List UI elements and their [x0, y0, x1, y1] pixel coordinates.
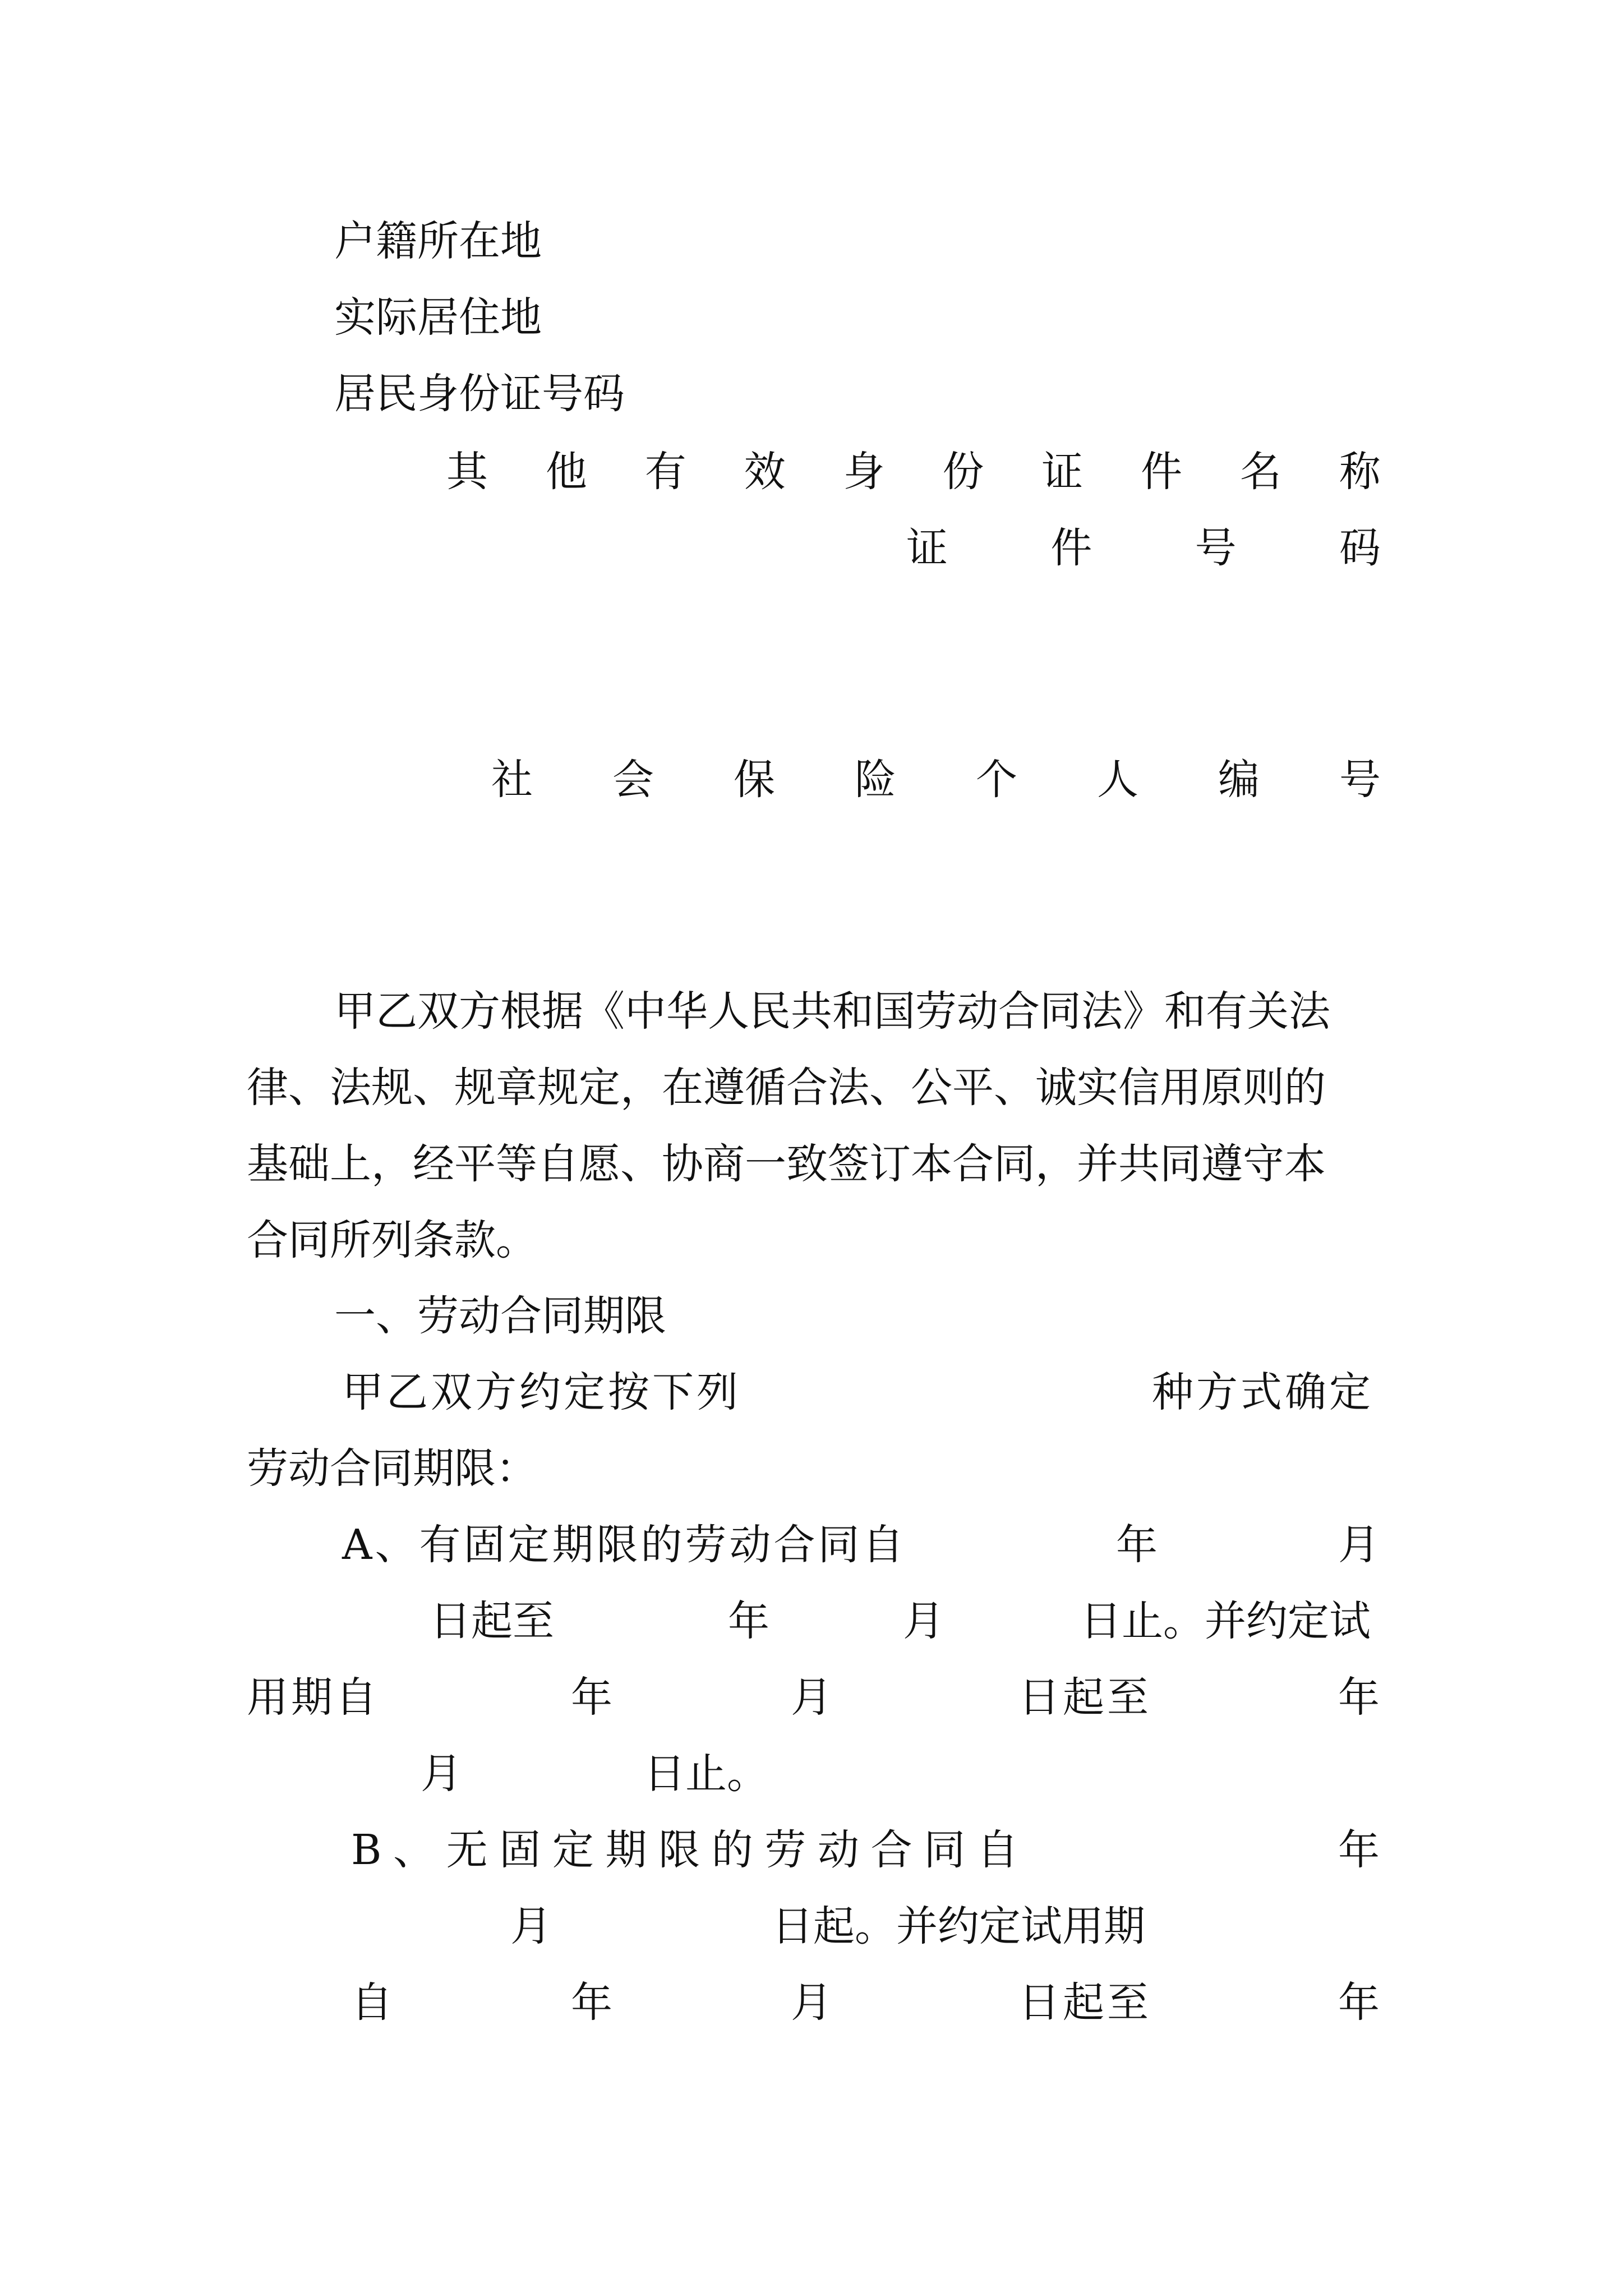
option-a-year3: 年: [571, 1673, 612, 1722]
option-a-day-to: 日起至: [1018, 1673, 1151, 1722]
option-a-end: 日止。: [644, 1750, 768, 1798]
option-a-year4: 年: [1338, 1673, 1380, 1722]
intro-line-4: 合同所列条款。: [247, 1216, 537, 1264]
option-b-from: 自: [351, 1978, 393, 2027]
social-insurance-label: 社 会 保 险 个 人 编 号: [491, 756, 1381, 804]
option-b-month2: 月: [791, 1978, 832, 2027]
option-b-text: B 、 无 固 定 期 限 的 劳 动 合 同 自: [351, 1826, 1018, 1874]
intro-line-1: 甲乙双方根据《中华人民共和国劳动合同法》和有关法: [334, 987, 1330, 1036]
option-b-day-to: 日起至: [1018, 1978, 1151, 2027]
option-a-year: 年: [1116, 1521, 1158, 1569]
option-a-text: A、有固定期限的劳动合同自: [342, 1521, 907, 1569]
agree-suffix: 种方式确定: [1152, 1368, 1373, 1416]
option-a-year2: 年: [728, 1597, 769, 1645]
option-b-year3: 年: [1338, 1978, 1380, 2027]
other-id-name-label: 其 他 有 效 身 份 证 件 名 称: [446, 448, 1381, 496]
option-a-month: 月: [1338, 1521, 1380, 1569]
option-b-year: 年: [1338, 1826, 1380, 1874]
option-a-day-from-to: 日起至: [430, 1597, 554, 1645]
option-a-probation-from: 用期自: [247, 1673, 380, 1722]
option-b-year2: 年: [571, 1978, 612, 2027]
hukou-label: 户籍所在地: [334, 217, 542, 265]
intro-line-2: 律、法规、规章规定，在遵循合法、公平、诚实信用原则的: [247, 1064, 1326, 1112]
option-a-month3: 月: [791, 1673, 832, 1722]
option-a-end-probation: 日止。并约定试: [1080, 1597, 1371, 1645]
agree-prefix: 甲乙双方约定按下列: [342, 1368, 741, 1416]
option-a-month4: 月: [421, 1750, 462, 1798]
option-b-month: 月: [510, 1902, 552, 1950]
section-heading: 一、劳动合同期限: [334, 1292, 666, 1340]
agree-line-2: 劳动合同期限：: [247, 1444, 537, 1493]
id-number-label: 居民身份证号码: [334, 370, 625, 418]
residence-label: 实际居住地: [334, 293, 542, 342]
option-b-day-start-probation: 日起。并约定试用期: [772, 1902, 1145, 1950]
option-a-month2: 月: [903, 1597, 944, 1645]
cert-number-label: 证 件 号 码: [906, 524, 1381, 572]
intro-line-3: 基础上，经平等自愿、协商一致签订本合同，并共同遵守本: [247, 1140, 1326, 1188]
